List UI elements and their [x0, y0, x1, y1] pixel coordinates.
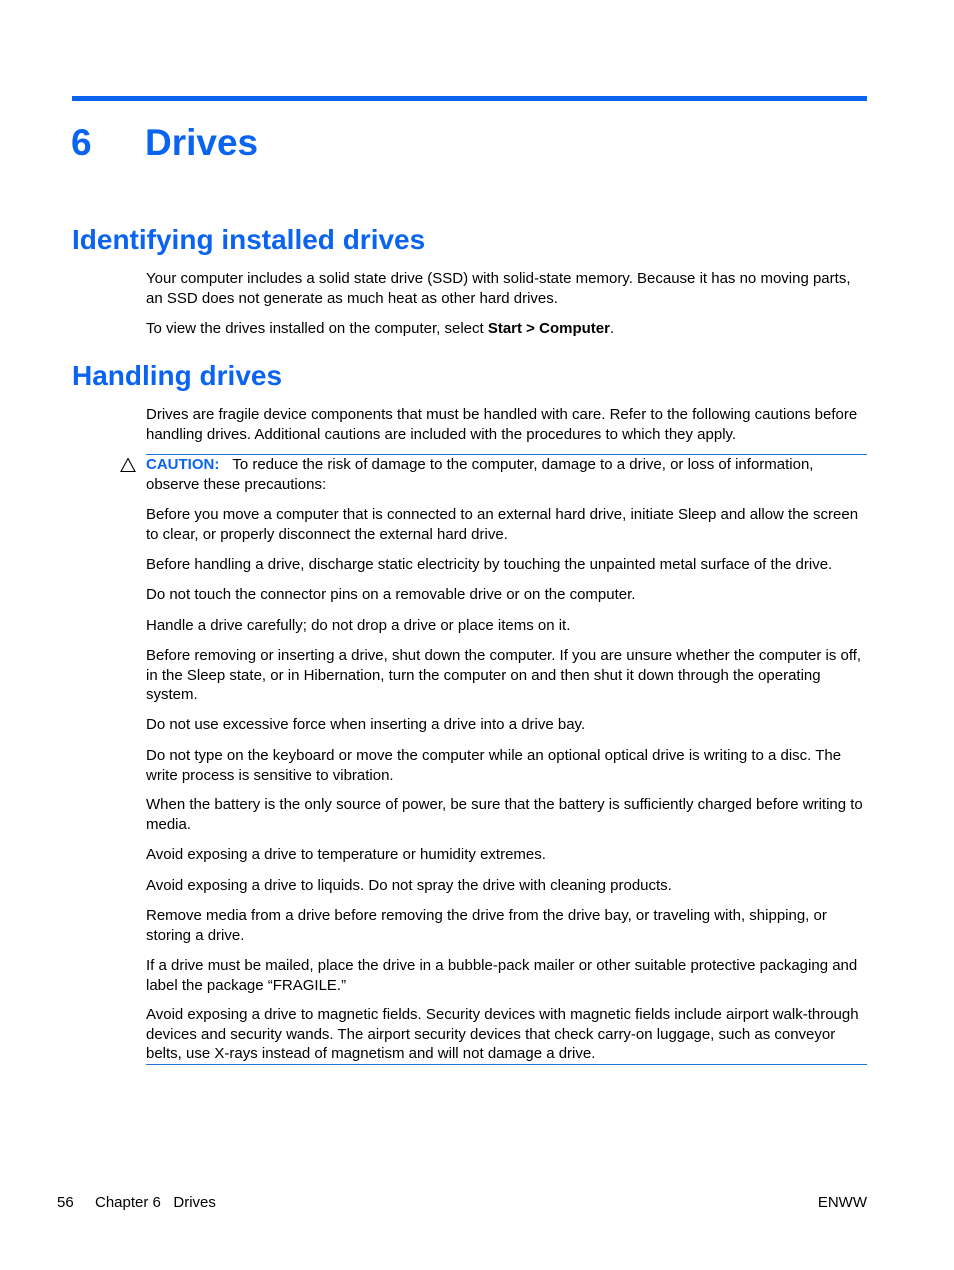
caution-item: Before handling a drive, discharge static electricity by touching the unpainted metal surface of the drive. — [146, 556, 833, 573]
view-drives-paragraph — [146, 319, 870, 339]
section-heading-handling: Handling drives — [72, 360, 283, 391]
caution-intro — [146, 455, 870, 494]
caution-item: Avoid exposing a drive to magnetic fields. Security devices with magnetic fields include airport walk-through devices and security wands. The airport security devices that check carry-on luggage, such as conveyor belts, use X-rays instead of magnetism and will not damage a drive. — [146, 1006, 859, 1063]
footer-doc-code: ENWW — [817, 1194, 867, 1211]
view-drives-text: To view the drives installed on the computer, select — [146, 320, 488, 337]
start-computer-path: Start > Computer — [487, 320, 610, 337]
caution-item: If a drive must be mailed, place the drive in a bubble-pack mailer or other suitable protective packaging and label the package “FRAGILE.” — [146, 957, 858, 994]
section-heading-identifying: Identifying installed drives — [72, 224, 426, 255]
caution-item: Avoid exposing a drive to temperature or humidity extremes. — [146, 846, 546, 863]
footer-page-number: 56 — [57, 1194, 74, 1211]
caution-text: To reduce the risk of damage to the computer, damage to a drive, or loss of information, observe these precautions: — [146, 456, 814, 493]
caution-item: Do not touch the connector pins on a removable drive or on the computer. — [146, 586, 636, 603]
view-drives-period: . — [609, 320, 615, 337]
caution-item: Before you move a computer that is connected to an external hard drive, initiate Sleep and allow the screen to clear, or properly disconnect the external hard drive. — [146, 506, 859, 543]
caution-item: Before removing or inserting a drive, shut down the computer. If you are unsure whether the computer is off, in the Sleep state, or in Hibernation, turn the computer on and then shut it down through the operating system. — [146, 647, 862, 704]
footer-chapter-ref: Chapter 6 Drives — [95, 1194, 216, 1211]
warning-triangle-icon — [120, 457, 136, 473]
chapter-top-rule — [72, 96, 867, 101]
caution-item: Do not type on the keyboard or move the computer while an optional optical drive is writing to a disc. The write process is sensitive to vibration. — [146, 747, 842, 784]
caution-item: Handle a drive carefully; do not drop a drive or place items on it. — [146, 617, 571, 634]
chapter-title-text: Drives — [145, 122, 259, 163]
chapter-number: 6 — [71, 122, 92, 163]
chapter-title — [71, 120, 258, 166]
identifying-paragraph: Your computer includes a solid state drive (SSD) with solid-state memory. Because it has no moving parts, an SSD does not generate as much heat as other hard drives. — [146, 270, 851, 307]
caution-label: CAUTION: — [146, 456, 220, 473]
caution-item: Remove media from a drive before removing the drive from the drive bay, or traveling with, shipping, or storing a drive. — [146, 907, 827, 944]
caution-item: Do not use excessive force when inserting a drive into a drive bay. — [146, 716, 586, 733]
caution-item: Avoid exposing a drive to liquids. Do not spray the drive with cleaning products. — [146, 877, 672, 894]
caution-item: When the battery is the only source of power, be sure that the battery is sufficiently charged before writing to media. — [146, 796, 863, 833]
handling-intro-paragraph: Drives are fragile device components that must be handled with care. Refer to the following cautions before handling drives. Additional cautions are included with the procedures to which they apply. — [146, 406, 858, 443]
